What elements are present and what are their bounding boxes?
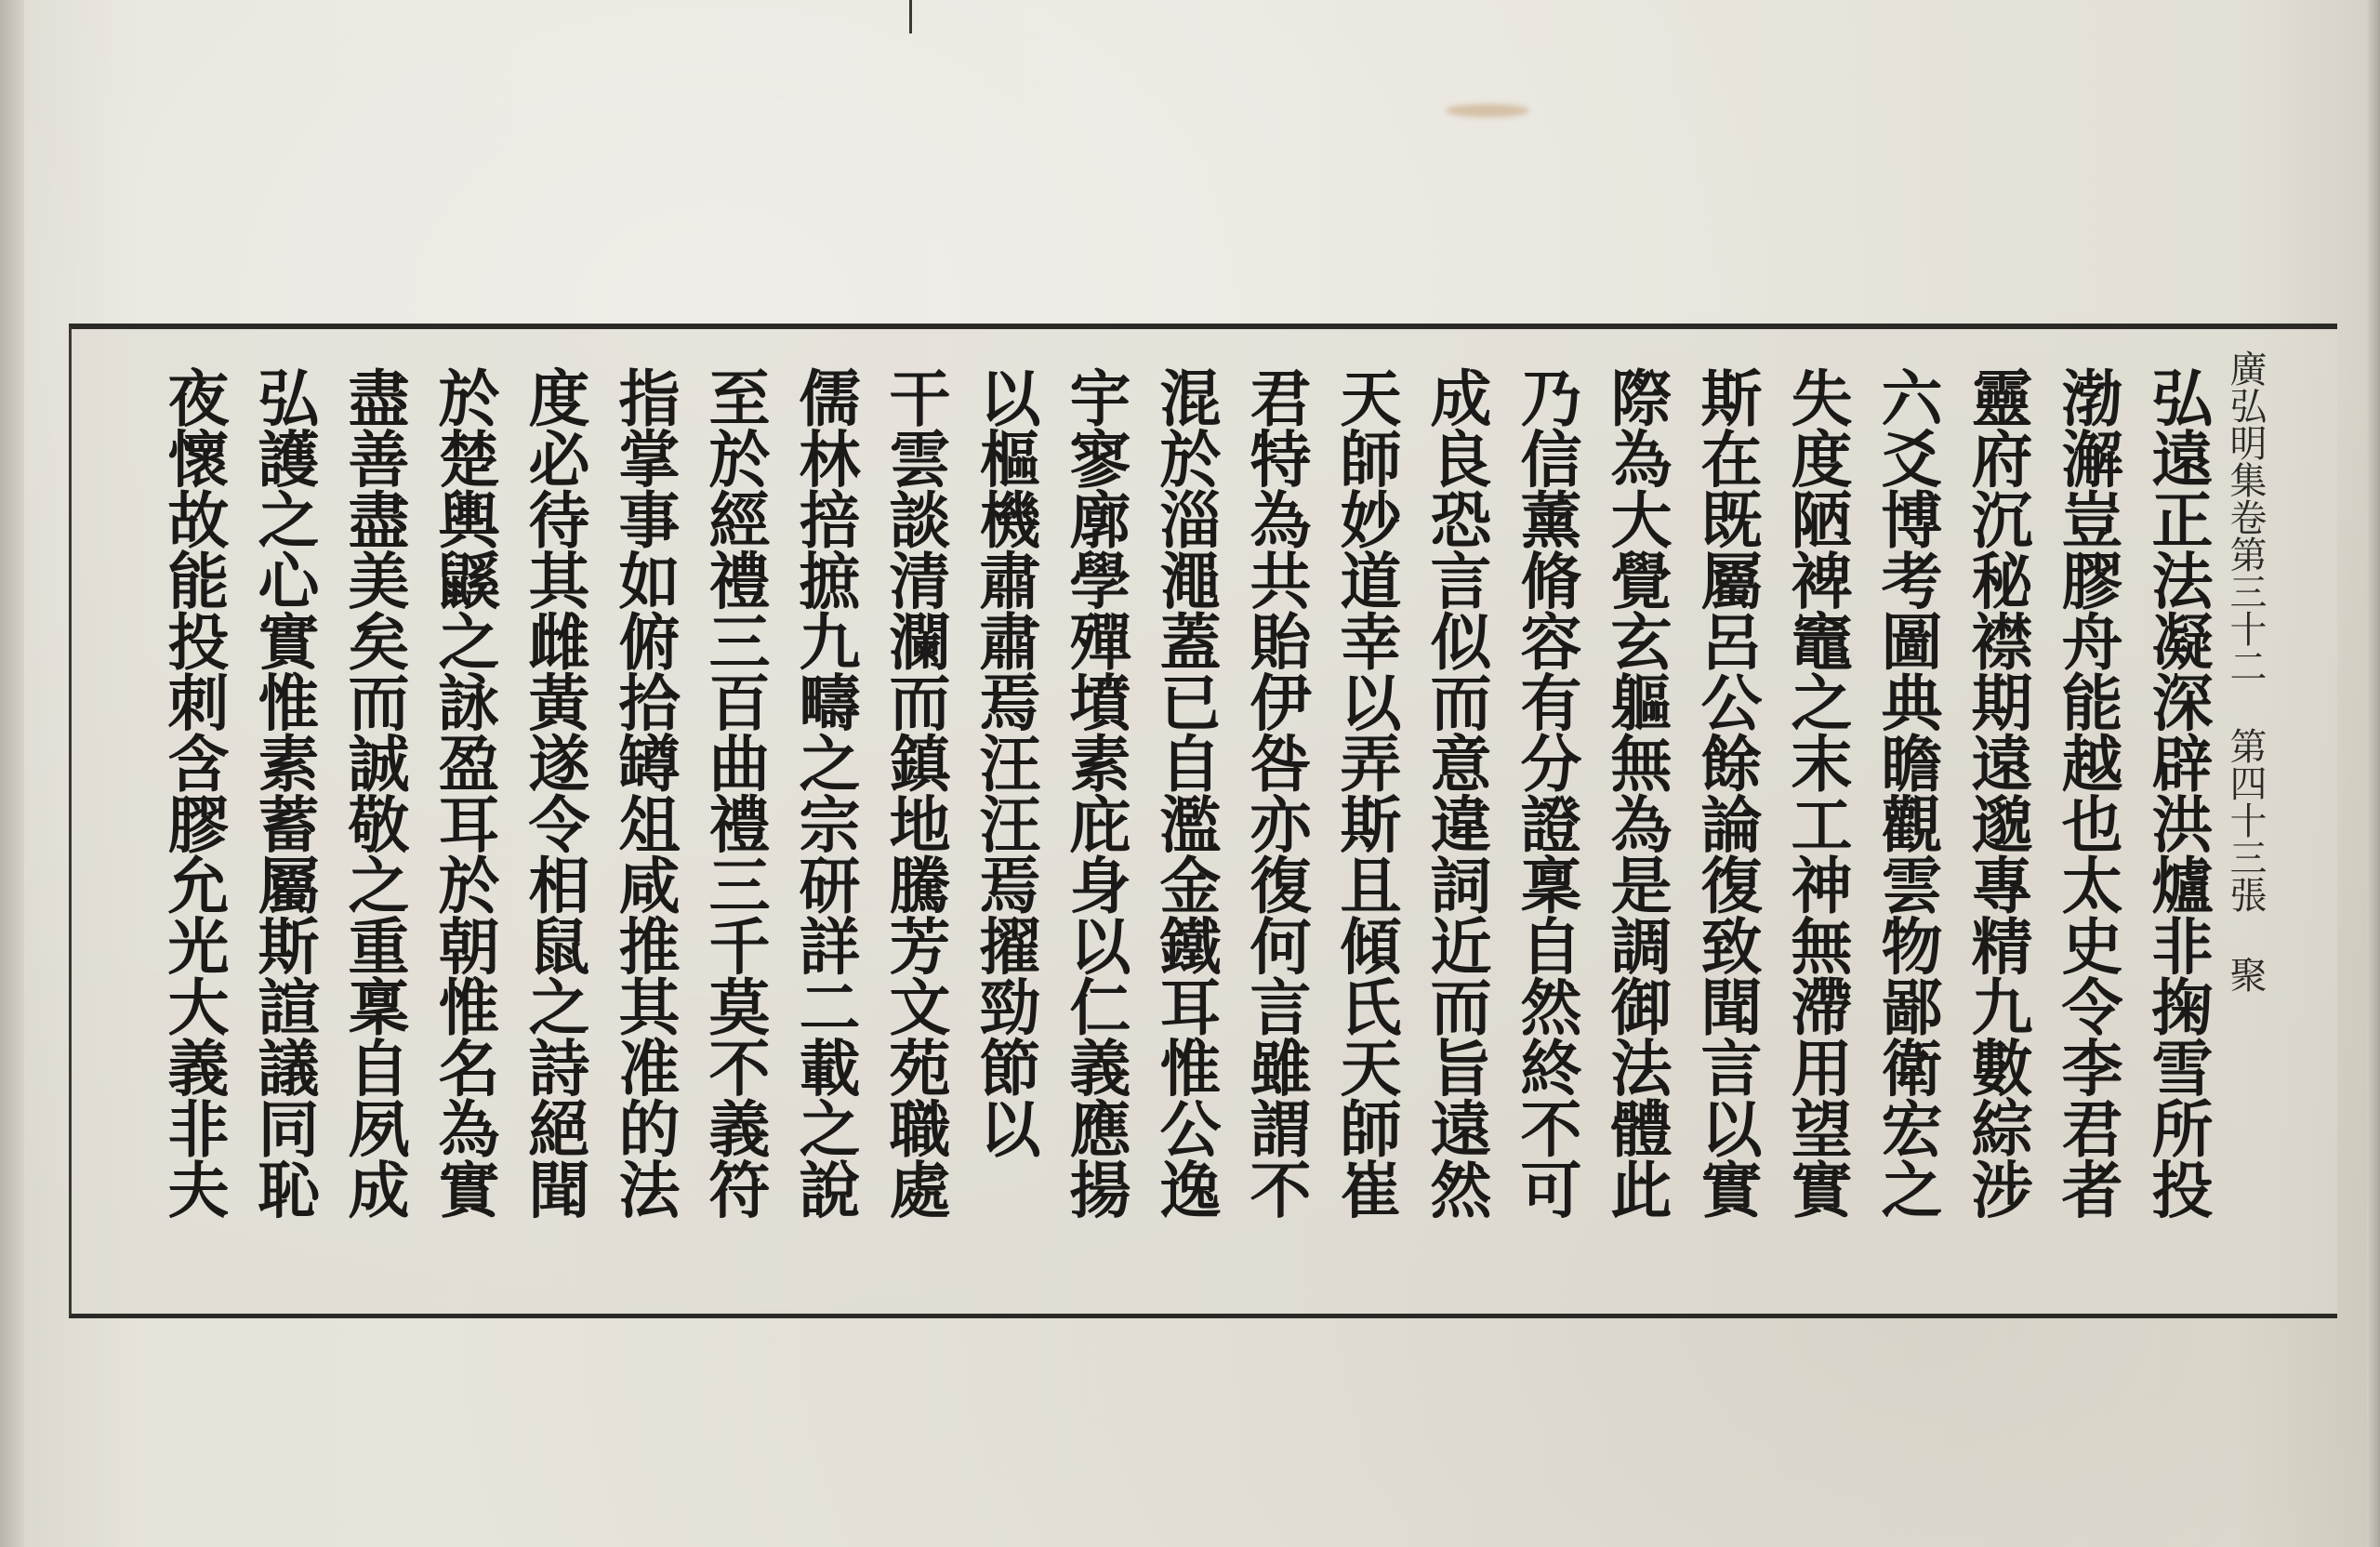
page-right-edge [2367,0,2380,1547]
paper-crease [909,0,912,33]
text-column-9: 成良恐言似而意違詞近而旨遠然 [1420,366,1492,1219]
page-left-edge [0,0,24,1547]
paper-stain [1446,104,1529,117]
text-column-5: 失度陋裨竈之末工神無滯用望實 [1780,366,1853,1219]
text-column-8: 乃信薰脩容有分證稟自然終不可 [1510,366,1582,1219]
text-column-13: 宇寥廓學殫墳素庇身以仁義應揚 [1059,366,1131,1219]
text-column-10: 天師妙道幸以弄斯且傾氏天師崔 [1329,366,1402,1219]
text-column-15: 干雲談清瀾而鎮地騰芳文苑職處 [879,366,951,1219]
text-columns [72,329,2337,1314]
text-column-23: 夜懷故能投刺含膠允光大義非夫 [157,366,230,1219]
text-column-21: 盡善盡美矣而誠敬之重稟自夙成 [337,366,410,1219]
woodblock-text-frame [69,324,2337,1318]
text-column-4: 六爻博考圖典瞻觀雲物鄙衛宏之 [1871,366,1943,1219]
text-column-16: 儒林掊摭九疇之宗研詳二載之說 [788,366,861,1219]
text-column-1: 弘遠正法凝深辟洪爐非掬雪所投 [2141,366,2214,1219]
text-column-7: 際為大覺玄軀無為是調御法體此 [1600,366,1673,1219]
text-column-22: 弘護之心實惟素蓄屬斯諠議同恥 [247,366,320,1219]
text-column-3: 靈府沉秘襟期遠邈專精九數綜涉 [1961,366,2033,1219]
text-column-2: 渤澥豈膠舟能越也太史令李君者 [2051,366,2123,1219]
text-column-17: 至於經禮三百曲禮三千莫不義符 [698,366,771,1219]
text-column-11: 君特為共貽伊咎亦復何言雖謂不 [1239,366,1312,1219]
text-column-6: 斯在既屬呂公餘論復致聞言以實 [1690,366,1763,1219]
text-column-18: 指掌事如俯拾罇俎咸推其准的法 [608,366,681,1219]
text-column-14: 以樞機肅肅焉汪汪焉擢勁節以 [969,366,1041,1158]
text-column-20: 於楚輿鼷之詠盈耳於朝惟名為實 [428,366,500,1219]
text-column-19: 度必待其雌黃遂令相鼠之詩絕聞 [518,366,590,1219]
text-column-12: 混於淄澠蓋已自濫金鐵耳惟公逸 [1149,366,1222,1219]
margin-note: 廣弘明集卷第三十二 第四十三張 聚 [2224,350,2267,993]
